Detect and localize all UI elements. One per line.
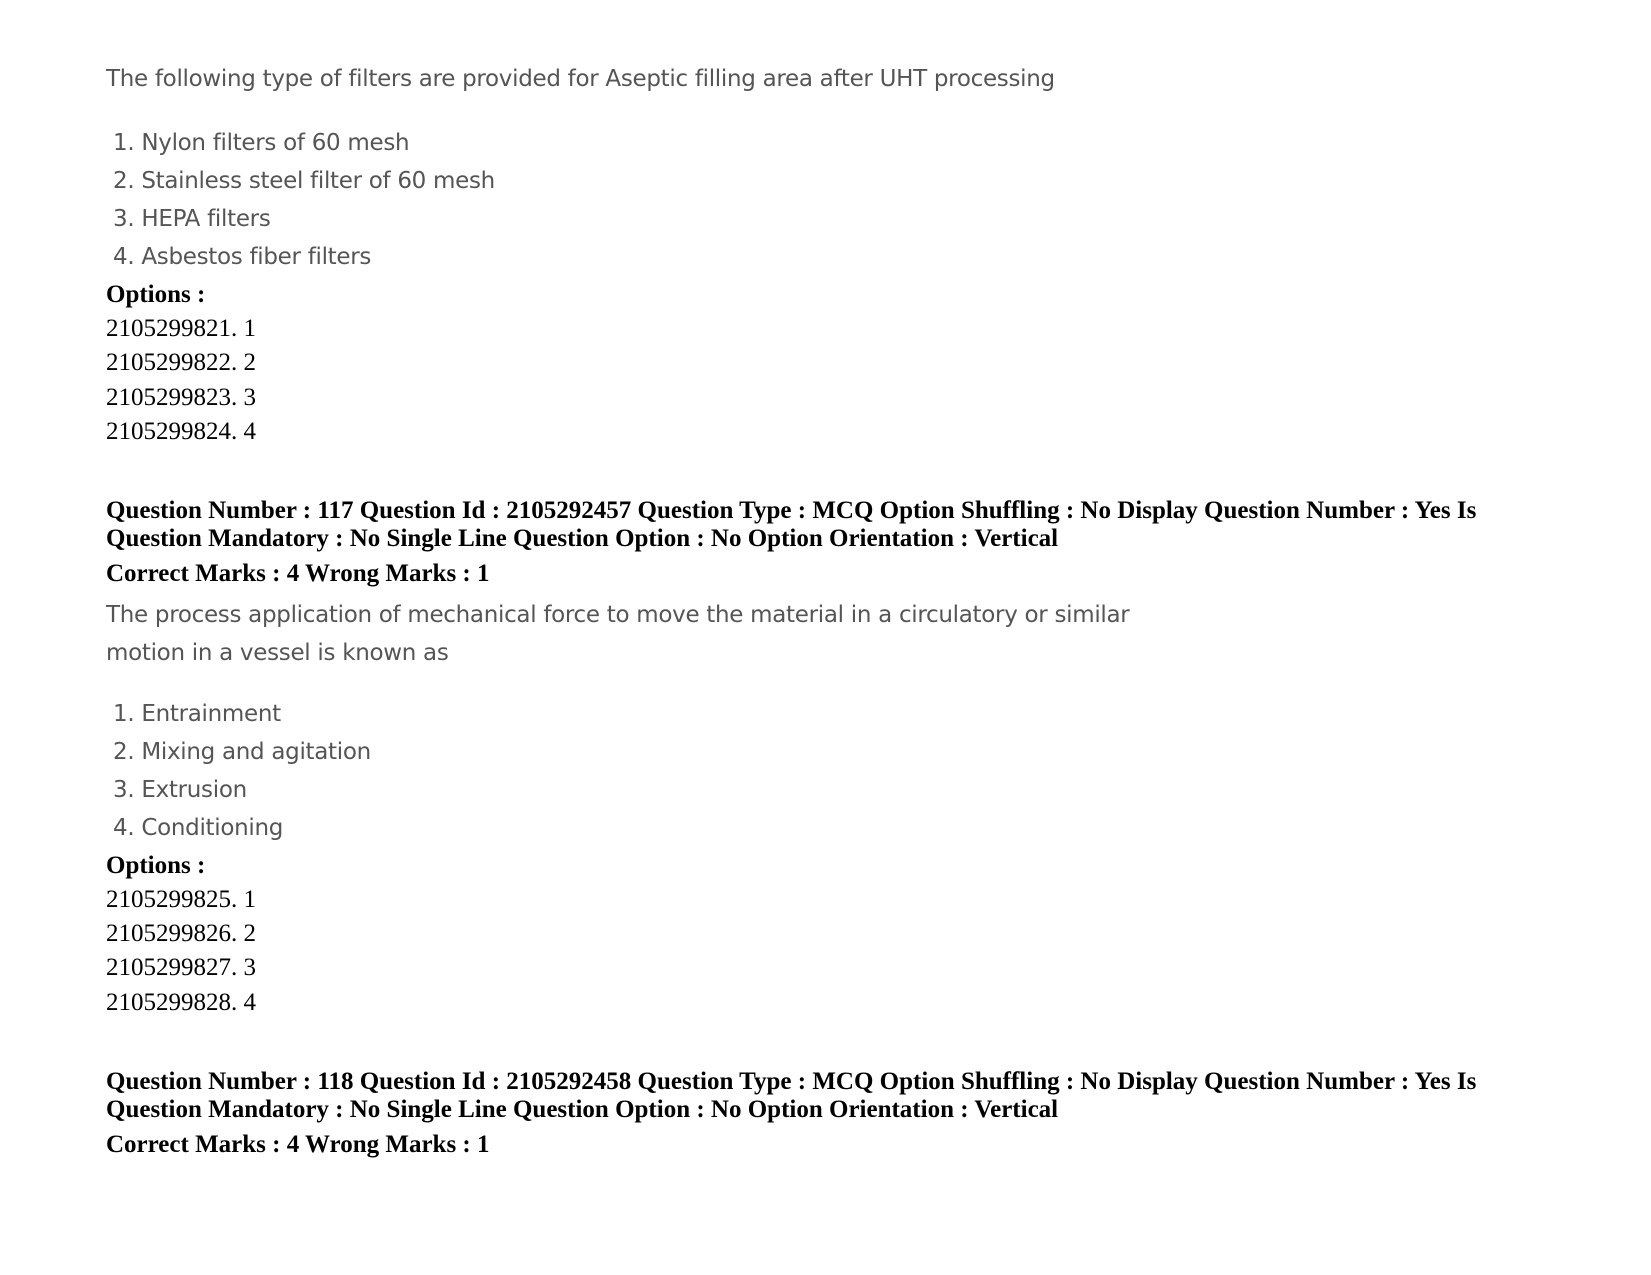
- question-meta-line: Question Number : 118 Question Id : 2105292458 Question Type : MCQ Option Shuffling : No Display Question Number : Yes Is: [106, 1068, 1477, 1095]
- question-stem: [106, 596, 1129, 672]
- question-meta-line: Question Mandatory : No Single Line Question Option : No Option Orientation : Vertical: [106, 525, 1059, 552]
- option-id-item: 2105299822. 2: [106, 349, 256, 376]
- option-id-item: 2105299828. 4: [106, 989, 256, 1016]
- option-id-item: 2105299823. 3: [106, 384, 256, 411]
- question-stem: [106, 60, 1055, 98]
- question-stem-line: motion in a vessel is known as: [106, 640, 449, 666]
- option-id-item: 2105299827. 3: [106, 954, 256, 981]
- choice-item: 1. Nylon filters of 60 mesh: [113, 130, 410, 156]
- choice-item: 3. Extrusion: [113, 777, 247, 803]
- marks-line: Correct Marks : 4 Wrong Marks : 1: [106, 560, 490, 587]
- option-id-item: 2105299821. 1: [106, 315, 256, 342]
- option-id-item: 2105299825. 1: [106, 886, 256, 913]
- question-meta-line: Question Number : 117 Question Id : 2105292457 Question Type : MCQ Option Shuffling : No Display Question Number : Yes Is: [106, 497, 1477, 524]
- choice-item: 4. Asbestos fiber filters: [113, 244, 372, 270]
- options-heading: Options :: [106, 281, 206, 308]
- question-stem-line: The process application of mechanical force to move the material in a circulatory or similar: [106, 602, 1130, 628]
- marks-line: Correct Marks : 4 Wrong Marks : 1: [106, 1131, 490, 1158]
- option-id-item: 2105299826. 2: [106, 920, 256, 947]
- choice-item: 2. Mixing and agitation: [113, 739, 371, 765]
- option-id-item: 2105299824. 4: [106, 418, 256, 445]
- options-heading: Options :: [106, 852, 206, 879]
- choice-item: 1. Entrainment: [113, 701, 281, 727]
- question-stem-line: The following type of filters are provided for Aseptic filling area after UHT processing: [106, 66, 1055, 92]
- question-meta-line: Question Mandatory : No Single Line Question Option : No Option Orientation : Vertical: [106, 1096, 1059, 1123]
- choice-item: 2. Stainless steel filter of 60 mesh: [113, 168, 495, 194]
- choice-item: 4. Conditioning: [113, 815, 284, 841]
- choice-item: 3. HEPA filters: [113, 206, 271, 232]
